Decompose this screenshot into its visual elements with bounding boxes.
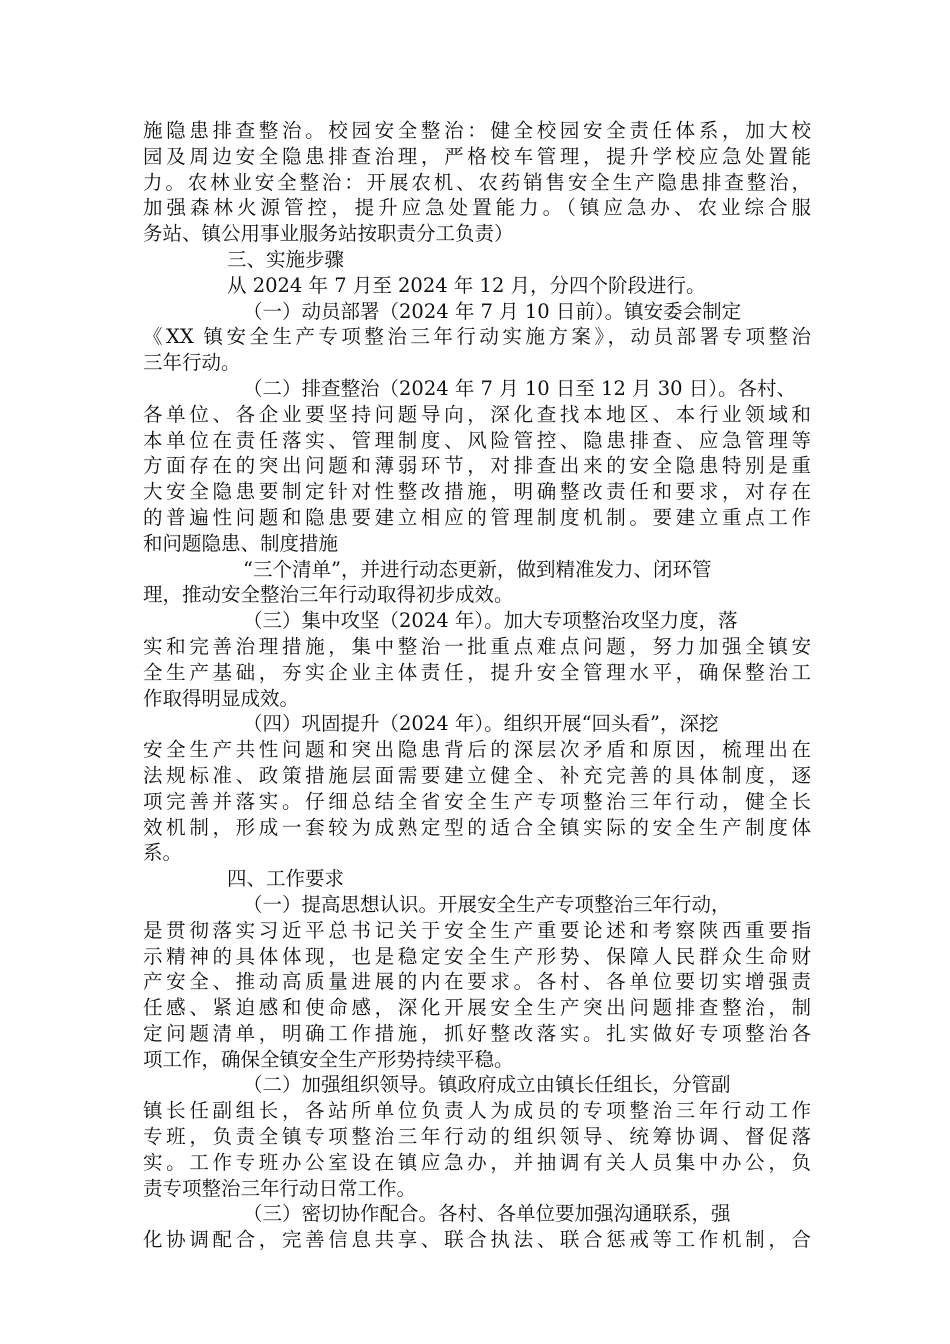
text-line: 系。 <box>143 841 183 865</box>
text-line: 实。工作专班办公室设在镇应急办，并抽调有关人员集中办公，负 <box>143 1150 811 1174</box>
text-line: 力。农林业安全整治：开展农机、农药销售安全生产隐患排查整治， <box>143 170 811 194</box>
text-line: 的普遍性问题和隐患要建立相应的管理制度机制。要建立重点工作 <box>143 505 811 529</box>
text-line: 示精神的具体体现，也是稳定安全生产形势、保障人民群众生命财 <box>143 944 811 968</box>
text-line: 务站、镇公用事业服务站按职责分工负责） <box>143 222 514 246</box>
text-line: 《XX 镇安全生产专项整治三年行动实施方案》，动员部署专项整治 <box>143 325 811 349</box>
text-line: 责专项整治三年行动日常工作。 <box>143 1176 417 1200</box>
text-line: 专班，负责全镇专项整治三年行动的组织领导、统筹协调、督促落 <box>143 1125 811 1149</box>
text-line: （三）集中攻坚（2024 年）。加大专项整治攻坚力度，落 <box>243 609 738 633</box>
text-line: 镇长任副组长，各站所单位负责人为成员的专项整治三年行动工作 <box>143 1099 811 1123</box>
text-line: 本单位在责任落实、管理制度、风险管控、隐患排查、应急管理等 <box>143 428 811 452</box>
text-line: （三）密切协作配合。各村、各单位要加强沟通联系，强 <box>243 1202 731 1226</box>
text-line: 安全生产共性问题和突出隐患背后的深层次矛盾和原因，梳理出在 <box>143 738 811 762</box>
text-line: （四）巩固提升（2024 年）。组织开展“回头看”，深挖 <box>243 712 719 736</box>
text-line: 是贯彻落实习近平总书记关于安全生产重要论述和考察陕西重要指 <box>143 918 811 942</box>
text-line: 三年行动。 <box>143 351 241 375</box>
text-line: 施隐患排查整治。校园安全整治：健全校园安全责任体系，加大校 <box>143 119 811 142</box>
text-line: 四、工作要求 <box>227 867 345 891</box>
text-line: 理，推动安全整治三年行动取得初步成效。 <box>143 583 514 607</box>
text-line: （一）动员部署（2024 年 7 月 10 日前）。镇安委会制定 <box>243 299 742 323</box>
text-line: （一）提高思想认识。开展安全生产专项整治三年行动， <box>243 892 731 916</box>
text-line: 实和完善治理措施，集中整治一批重点难点问题，努力加强全镇安 <box>143 634 811 658</box>
text-line: 从 2024 年 7 月至 2024 年 12 月，分四个阶段进行。 <box>227 273 706 297</box>
text-line: 化协调配合，完善信息共享、联合执法、联合惩戒等工作机制，合 <box>143 1228 811 1252</box>
text-line: 和问题隐患、制度措施 <box>143 531 339 555</box>
text-line: 效机制，形成一套较为成熟定型的适合全镇实际的安全生产制度体 <box>143 815 811 839</box>
text-line: 三、实施步骤 <box>227 247 345 271</box>
text-line: 大安全隐患要制定针对性整改措施，明确整改责任和要求，对存在 <box>143 480 811 504</box>
text-line: （二）加强组织领导。镇政府成立由镇长任组长，分管副 <box>243 1073 731 1097</box>
text-line: 园及周边安全隐患排查治理，严格校车管理，提升学校应急处置能 <box>143 144 811 168</box>
text-line: 各单位、各企业要坚持问题导向，深化查找本地区、本行业领域和 <box>143 402 811 426</box>
text-line: 作取得明显成效。 <box>143 686 300 710</box>
text-line: 项完善并落实。仔细总结全省安全生产专项整治三年行动，健全长 <box>143 789 811 813</box>
text-line: 方面存在的突出问题和薄弱环节，对排查出来的安全隐患特别是重 <box>143 454 811 478</box>
text-line: 加强森林火源管控，提升应急处置能力。（镇应急办、农业综合服 <box>143 196 811 220</box>
text-line: 法规标准、政策措施层面需要建立健全、补充完善的具体制度，逐 <box>143 763 811 787</box>
document-body <box>143 118 811 1253</box>
text-line: 定问题清单，明确工作措施，抓好整改落实。扎实做好专项整治各 <box>143 1021 811 1045</box>
text-line: （二）排查整治（2024 年 7 月 10 日至 12 月 30 日）。各村、 <box>243 376 797 400</box>
text-line: 项工作，确保全镇安全生产形势持续平稳。 <box>143 1047 514 1071</box>
text-line: 产安全、推动高质量进展的内在要求。各村、各单位要切实增强责 <box>143 970 811 994</box>
text-line: 任感、紧迫感和使命感，深化开展安全生产突出问题排查整治，制 <box>143 996 811 1020</box>
text-line: 全生产基础，夯实企业主体责任，提升安全管理水平，确保整治工 <box>143 660 811 684</box>
text-line: “三个清单”，并进行动态更新，做到精准发力、闭环管 <box>243 557 712 581</box>
